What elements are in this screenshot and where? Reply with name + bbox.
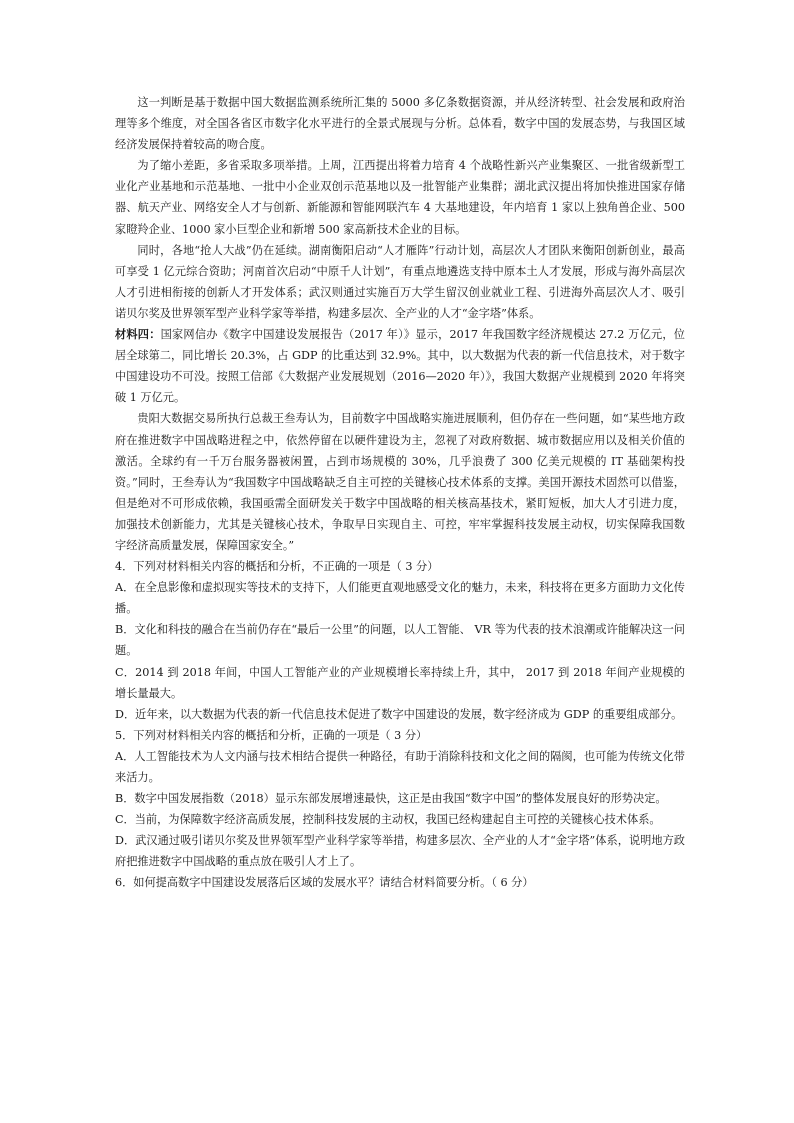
- paragraph-data-judgment: 这一判断是基于数据中国大数据监测系统所汇集的 5000 多亿条数据资源，并从经济转型、社会发展和政府治理等多个维度，对全国各省区市数字化水平进行的全景式展现与分析。总体看，数字中国的发展态势，与我国区域经济发展保持着较高的吻合度。: [115, 96, 685, 152]
- question-5-option-c: C．当前，为保障数字经济高质发展，控制科技发展的主动权，我国已经构建起自主可控的关键核心技术体系。: [115, 813, 661, 827]
- material-four-label: 材料四：: [115, 327, 161, 342]
- question-4-option-d: D．近年来，以大数据为代表的新一代信息技术促进了数字中国建设的发展，数字经济成为 GDP 的重要组成部分。: [115, 707, 683, 721]
- question-5-option-b: B．数字中国发展指数（2018）显示东部发展增速最快，这正是由我国“数字中国”的整体发展良好的形势决定。: [115, 792, 667, 806]
- question-6-stem: 6．如何提高数字中国建设发展落后区域的发展水平？请结合材料简要分析。（ 6 分）: [115, 876, 534, 890]
- question-4-option-b: B．文化和科技的融合在当前仍存在“最后一公里”的问题，以人工智能、 VR 等为代表的技术浪潮或许能解决这一问题。: [115, 623, 685, 658]
- paragraph-material-four: [115, 324, 685, 408]
- document-page: [115, 92, 685, 894]
- question-5-option-a: A．人工智能技术为人文内涵与技术相结合提供一种路径，有助于消除科技和文化之间的隔阂，也可能为传统文化带来活力。: [115, 749, 685, 784]
- question-4-option-a: A．在全息影像和虚拟现实等技术的支持下，人们能更直观地感受文化的魅力，未来，科技将在更多方面助力文化传播。: [115, 581, 685, 616]
- paragraph-talent-competition: 同时，各地“抢人大战”仍在延续。湖南衡阳启动“人才雁阵”行动计划，高层次人才团队来衡阳创新创业，最高可享受 1 亿元综合资助；河南首次启动“中原千人计划”，有重点地遴选支持中原本土人才发展，形成与海外高层次人才引进相衔接的创新人才开发体系；武汉则通过实施百万大学生留汉创业就业工程、引进海外高层次人才、吸引诺贝尔奖及世界领军型产业科学家等举措，构建多层次、全产业的人才“金字塔”体系。: [115, 243, 685, 320]
- material-four-text: 国家网信办《数字中国建设发展报告（2017 年）》显示，2017 年我国数字经济规模达 27.2 万亿元，位居全球第二，同比增长 20.3%，占 GDP 的比重达到 32.9%。其中，以大数据为代表的新一代信息技术，对于数字中国建设功不可没。按照工信部《大数据产业发展规划（2016—2020 年）》，我国大数据产业规模到 2020 年将突破 1 万亿元。: [115, 328, 685, 405]
- paragraph-provincial-measures: 为了缩小差距，多省采取多项举措。上周，江西提出将着力培育 4 个战略性新兴产业集聚区、一批省级新型工业化产业基地和示范基地、一批中小企业双创示范基地以及一批智能产业集群；湖北武汉提出将加快推进国家存储器、航天产业、网络安全人才与创新、新能源和智能网联汽车 4 大基地建设，年内培育 1 家以上独角兽企业、500 家瞪羚企业、1000 家小巨型企业和新增 500 家高新技术企业的目标。: [115, 159, 685, 236]
- paragraph-guiyang-exchange: 贵阳大数据交易所执行总裁王叁寿认为，目前数字中国战略实施进展顺利，但仍存在一些问题，如“某些地方政府在推进数字中国战略进程之中，依然停留在以硬件建设为主，忽视了对政府数据、城市数据应用以及相关价值的激活。全球约有一千万台服务器被闲置，占到市场规模的 30%，几乎浪费了 300 亿美元规模的 IT 基础架构投资。”同时，王叁寿认为“我国数字中国战略缺乏自主可控的关键核心技术体系的支撑。美国开源技术固然可以借鉴，但是绝对不可形成依赖，我国亟需全面研发关于数字中国战略的相关核高基技术，紧盯短板，加大人才引进力度，加强技术创新能力，尤其是关键核心技术，争取早日实现自主、可控，牢牢掌握科技发展主动权，切实保障我国数字经济高质量发展，保障国家安全。”: [115, 412, 685, 552]
- question-5-option-d: D．武汉通过吸引诺贝尔奖及世界领军型产业科学家等举措，构建多层次、全产业的人才“金字塔”体系，说明地方政府把推进数字中国战略的重点放在吸引人才上了。: [115, 834, 685, 869]
- question-5-stem: 5．下列对材料相关内容的概括和分析，正确的一项是（ 3 分）: [115, 728, 428, 742]
- question-4-option-c: C．2014 到 2018 年间，中国人工智能产业的产业规模增长率持续上升，其中， 2017 到 2018 年间产业规模的增长量最大。: [115, 665, 685, 700]
- question-4-stem: 4．下列对材料相关内容的概括和分析，不正确的一项是（ 3 分）: [115, 560, 439, 574]
